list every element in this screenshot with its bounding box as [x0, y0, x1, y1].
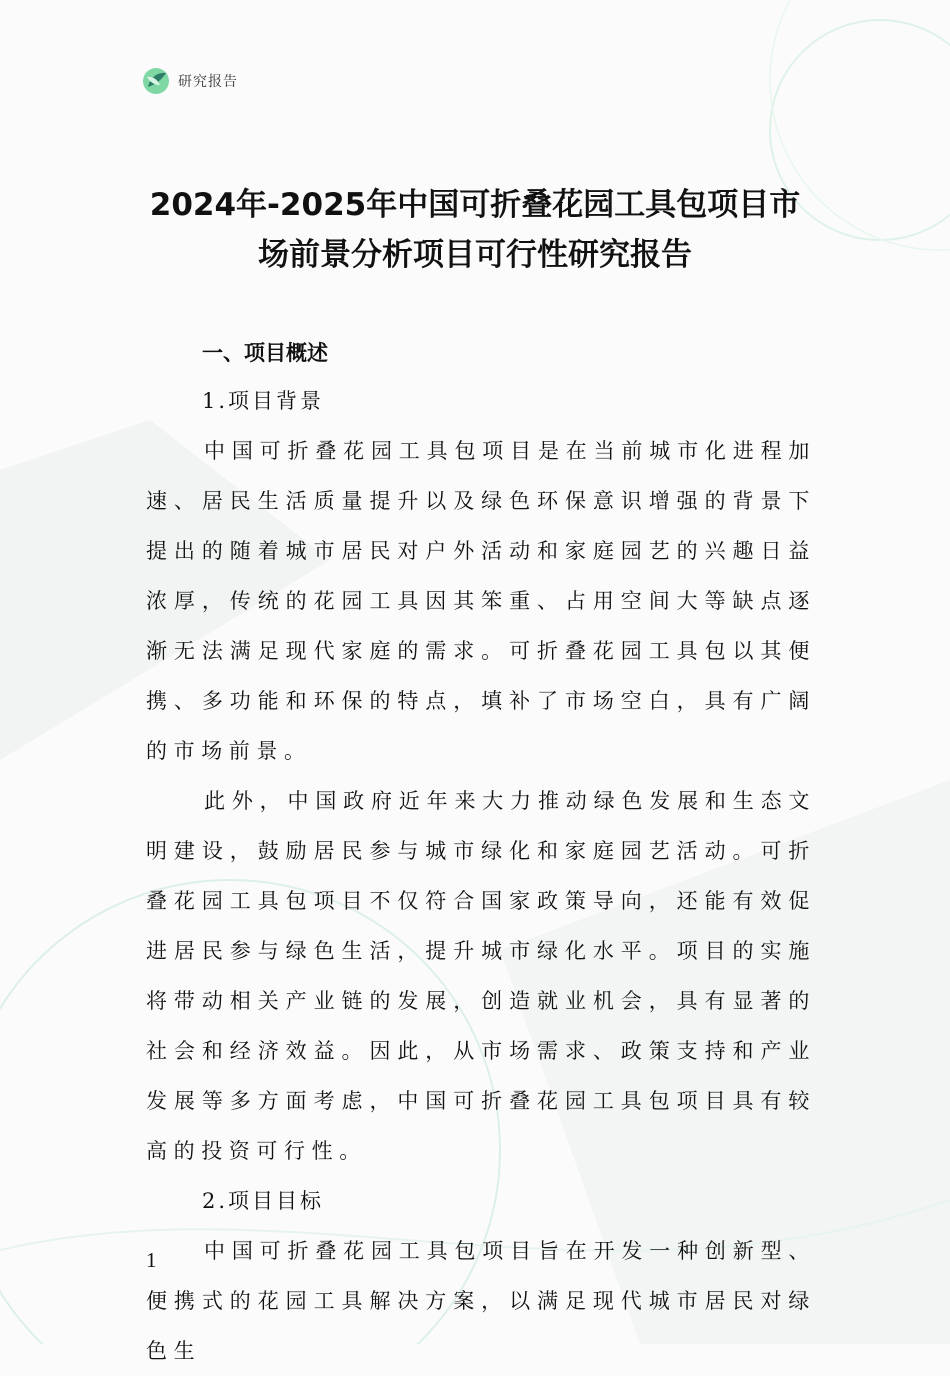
- document-body: [146, 330, 816, 1376]
- document-title: [120, 180, 830, 280]
- paragraph-goals-1: 中国可折叠花园工具包项目旨在开发一种创新型、便携式的花园工具解决方案，以满足现代城市居民对绿色生: [146, 1239, 816, 1363]
- paragraph-background-1: 中国可折叠花园工具包项目是在当前城市化进程加速、居民生活质量提升以及绿色环保意识增强的背景下提出的随着城市居民对户外活动和家庭园艺的兴趣日益浓厚，传统的花园工具因其笨重、占用空间大等缺点逐渐无法满足现代家庭的需求。可折叠花园工具包以其便携、多功能和环保的特点，填补了市场空白，具有广阔的市场前景。: [146, 439, 816, 763]
- paragraph-background-2: 此外，中国政府近年来大力推动绿色发展和生态文明建设，鼓励居民参与城市绿化和家庭园艺活动。可折叠花园工具包项目不仅符合国家政策导向，还能有效促进居民参与绿色生活，提升城市绿化水平。项目的实施将带动相关产业链的发展，创造就业机会，具有显著的社会和经济效益。因此，从市场需求、政策支持和产业发展等多方面考虑，中国可折叠花园工具包项目具有较高的投资可行性。: [146, 789, 816, 1163]
- subsection-heading-background: 1.项目背景: [202, 389, 325, 413]
- title-line-1: 2024年-2025年中国可折叠花园工具包项目市: [149, 187, 801, 223]
- page-number: 1: [146, 1248, 157, 1272]
- title-line-2: 场前景分析项目可行性研究报告: [258, 237, 692, 273]
- green-leaf-logo-icon: [142, 67, 170, 95]
- section-heading-overview: 一、项目概述: [202, 341, 328, 365]
- subsection-heading-goals: 2.项目目标: [202, 1189, 325, 1213]
- header-label: 研究报告: [178, 74, 238, 90]
- header: [142, 66, 238, 96]
